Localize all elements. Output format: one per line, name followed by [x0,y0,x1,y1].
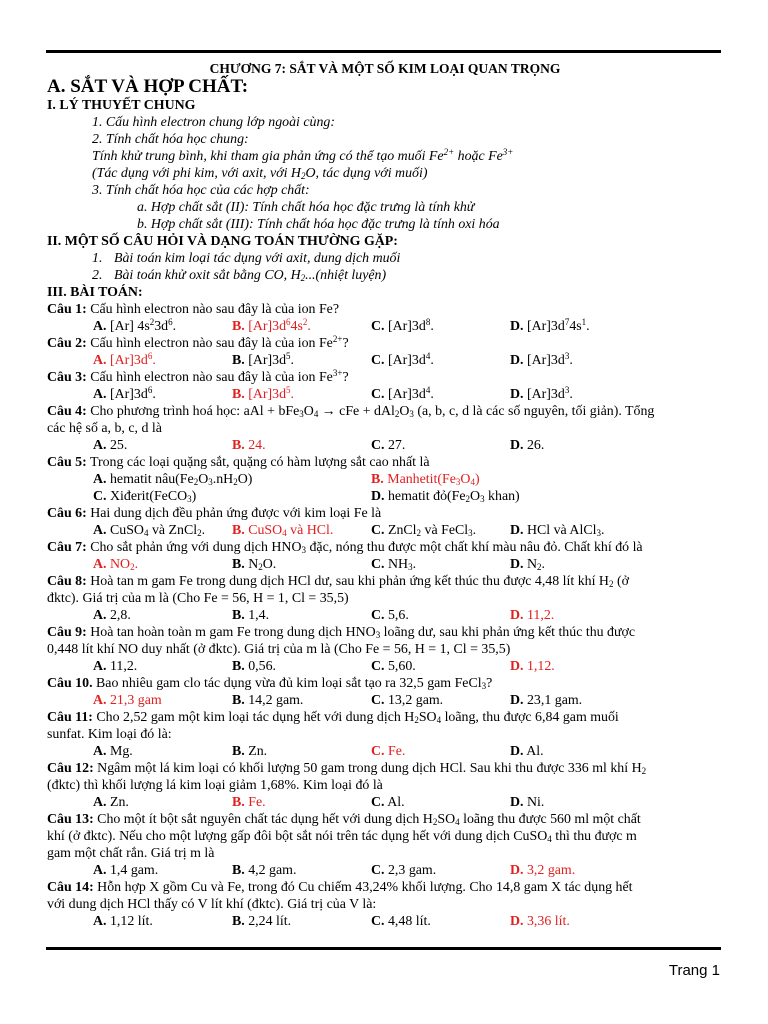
question-4: Câu 4: Cho phương trình hoá học: aAl + $bFe_3O_4$ → cFe + $dAl_2O_3$ (a, b, c, d là các số nguyên, tối giản). Tổng [47,404,655,419]
q5-option-b[interactable]: B. $Manhetit(Fe_3O_4)$ [371,472,480,487]
question-4-line-2: các hệ số a, b, c, d là [47,421,162,436]
question-12: Câu 12: Ngâm một lá kim loại có khối lượng 50 gam trong dung dịch HCl. Sau khi thu được 336 ml khí $H_2$ [47,761,647,776]
question-3-options [47,386,723,403]
question-6-options [47,522,723,539]
question-8-line-2: đktc). Giá trị của m là (Cho Fe = 56, H = 1, Cl = 35,5) [47,591,349,606]
q3-option-a[interactable]: A. $[Ar]3d^6$. [93,385,156,402]
q10-option-b[interactable]: B. 14,2 gam. [232,693,304,708]
q9-option-a[interactable]: A. 11,2. [93,659,138,674]
q1-option-b[interactable]: B. $[Ar]3d^64s^2$. [232,317,311,334]
section-a-heading: A. SẮT VÀ HỢP CHẤT: [47,76,249,97]
q10-option-a[interactable]: A. 21,3 gam [93,693,162,708]
question-5: Câu 5: Trong các loại quặng sắt, quặng có hàm lượng sắt cao nhất là [47,455,430,470]
theory-item-2-line-b: (Tác dụng với phi kim, với axit, với $H_2O$, tác dụng với muối) [92,166,428,181]
q5-option-a[interactable]: A. hematit $nâu(Fe_2O_3.nH_2O)$ [93,472,253,487]
q12-option-a[interactable]: A. Zn. [93,795,129,810]
q13-option-d[interactable]: D. 3,2 gam. [510,863,576,878]
q11-option-d[interactable]: D. Al. [510,744,544,759]
q9-option-b[interactable]: B. 0,56. [232,659,277,674]
question-7: Câu 7: Cho sắt phản ứng với dung dịch $HNO_3$ đặc, nóng thu được một chất khí màu nâu đỏ. Chất khí đó là [47,540,643,555]
question-8: Câu 8: Hoà tan m gam Fe trong dung dịch HCl dư, sau khi phản ứng kết thúc thu được 4,48 lít khí $H_2$ (ở [47,574,629,589]
q5-option-d[interactable]: D. hematit $đỏ(Fe_2O_3$ khan) [371,489,520,504]
question-13-line-2: khí (ở đktc). Nếu cho một lượng gấp đôi bột sắt nói trên tác dụng hết với dung dịch CuSO$_4$ thì thu được m [47,829,637,844]
question-14-options [47,913,723,930]
q12-option-d[interactable]: D. Ni. [510,795,545,810]
question-5-options-row-2 [47,488,723,505]
q3-option-b[interactable]: B. $[Ar]3d^5$. [232,385,295,402]
q2-option-a[interactable]: A. $[Ar]3d^6$. [93,351,156,368]
q4-option-a[interactable]: A. 25. [93,438,128,453]
theory-item-3: 3. Tính chất hóa học của các hợp chất: [92,183,310,198]
q14-option-b[interactable]: B. 2,24 lít. [232,914,292,929]
footer-rule [46,947,721,950]
question-14: Câu 14: Hỗn hợp X gồm Cu và Fe, trong đó Cu chiếm 43,24% khối lượng. Cho 14,8 gam X tác dụng hết [47,880,633,895]
q12-option-b[interactable]: B. Fe. [232,795,266,810]
question-13: Câu 13: Cho một ít bột sắt nguyên chất tác dụng hết với dung dịch $H_2SO_4$ loãng thu được 560 ml một chất [47,812,641,827]
q7-option-c[interactable]: C. $NH_3$. [371,557,417,572]
question-3: Câu 3: Cấu hình electron nào sau đây là của ion $Fe^{3+}$? [47,368,349,385]
q5-option-c[interactable]: C. Xiđerit(FeCO$_3$) [93,489,197,504]
q7-option-d[interactable]: D. $N_2$. [510,557,546,572]
theory-item-2-line-a: Tính khử trung bình, khi tham gia phản ứng có thể tạo muối $Fe^{2+}$ hoặc $Fe^{3+}$ [92,147,514,164]
question-4-options [47,437,723,454]
q7-option-a[interactable]: A. $NO_2$. [93,557,139,572]
question-10-options [47,692,723,709]
part3-heading: III. BÀI TOÁN: [47,285,143,300]
q3-option-d[interactable]: D. $[Ar]3d^3$. [510,385,573,402]
q9-option-c[interactable]: C. 5,60. [371,659,416,674]
q6-option-c[interactable]: C. ZnCl$_2$ và FeCl$_3$. [371,523,477,538]
q13-option-c[interactable]: C. 2,3 gam. [371,863,437,878]
problem-type-1: 1. Bài toán kim loại tác dụng với axit, dung dịch muối [92,251,401,266]
theory-item-1: 1. Cấu hình electron chung lớp ngoài cùng: [92,115,336,130]
question-1-options [47,318,723,335]
question-11-options [47,743,723,760]
question-1: Câu 1: Cấu hình electron nào sau đây là của ion Fe? [47,302,340,317]
question-12-options [47,794,723,811]
part1-heading: I. LÝ THUYẾT CHUNG [47,98,196,113]
header-rule [46,50,721,53]
q9-option-d[interactable]: D. 1,12. [510,659,555,674]
theory-item-3a: a. Hợp chất sắt (II): Tính chất hóa học đặc trưng là tính khử [137,200,475,215]
theory-item-3b: b. Hợp chất sắt (III): Tính chất hóa học đặc trưng là tính oxi hóa [137,217,500,232]
question-7-options [47,556,723,573]
question-2-options [47,352,723,369]
q13-option-b[interactable]: B. 4,2 gam. [232,863,297,878]
q8-option-a[interactable]: A. 2,8. [93,608,131,623]
document-body [47,58,723,930]
question-14-line-2: với dung dịch HCl thấy có V lít khí (đktc). Giá trị của V là: [47,897,377,912]
q7-option-b[interactable]: B. $N_2O$. [232,557,277,572]
q8-option-b[interactable]: B. 1,4. [232,608,270,623]
q11-option-c[interactable]: C. Fe. [371,744,406,759]
question-9-line-2: 0,448 lít khí NO duy nhất (ở đktc). Giá trị của m là (Cho Fe = 56, H = 1, Cl = 35,5) [47,642,511,657]
q8-option-c[interactable]: C. 5,6. [371,608,409,623]
q1-option-a[interactable]: A. [Ar] $4s^23d^6$. [93,317,177,334]
question-10: Câu 10. Bao nhiêu gam clo tác dụng vừa đủ kim loại sắt tạo ra 32,5 gam FeCl$_3$? [47,676,493,691]
question-12-line-2: (đktc) thì khối lượng lá kim loại giảm 1,68%. Kim loại đó là [47,778,383,793]
q2-option-c[interactable]: C. $[Ar]3d^4$. [371,351,434,368]
q1-option-c[interactable]: C. $[Ar]3d^8$. [371,317,434,334]
q2-option-d[interactable]: D. $[Ar]3d^3$. [510,351,573,368]
q11-option-a[interactable]: A. Mg. [93,744,133,759]
q2-option-b[interactable]: B. $[Ar]3d^5$. [232,351,295,368]
q14-option-a[interactable]: A. 1,12 lít. [93,914,153,929]
q11-option-b[interactable]: B. Zn. [232,744,268,759]
q6-option-b[interactable]: B. CuSO$_4$ và HCl. [232,523,334,538]
theory-item-2: 2. Tính chất hóa học chung: [92,132,249,147]
question-9: Câu 9: Hoà tan hoàn toàn m gam Fe trong dung dịch $HNO_3$ loãng dư, sau khi phản ứng kết thúc thu được [47,625,636,640]
q13-option-a[interactable]: A. 1,4 gam. [93,863,159,878]
q14-option-d[interactable]: D. 3,36 lít. [510,914,570,929]
q4-option-d[interactable]: D. 26. [510,438,545,453]
question-11: Câu 11: Cho 2,52 gam một kim loại tác dụng hết với dung dịch $H_2SO_4$ loãng, thu được 6,84 gam muối [47,710,619,725]
question-6: Câu 6: Hai dung dịch đều phản ứng được với kim loại Fe là [47,506,382,521]
q8-option-d[interactable]: D. 11,2. [510,608,555,623]
q4-option-c[interactable]: C. 27. [371,438,406,453]
part2-heading: II. MỘT SỐ CÂU HỎI VÀ DẠNG TOÁN THƯỜNG GẶP: [47,234,398,249]
problem-type-2: 2. Bài toán khử oxit sắt bằng CO, $H_2...(nhiệt$ luyện) [92,268,387,283]
question-8-options [47,607,723,624]
q1-option-d[interactable]: D. $[Ar]3d^74s^1$. [510,317,590,334]
q6-option-a[interactable]: A. CuSO$_4$ và ZnCl$_2$. [93,523,206,538]
q6-option-d[interactable]: D. HCl và AlCl$_3$. [510,523,605,538]
q14-option-c[interactable]: C. 4,48 lít. [371,914,431,929]
q10-option-c[interactable]: C. 13,2 gam. [371,693,444,708]
question-13-line-3: gam một chất rắn. Giá trị m là [47,846,215,861]
question-2: Câu 2: Cấu hình electron nào sau đây là của ion $Fe^{2+}$? [47,334,349,351]
page-number: Trang 1 [668,962,720,979]
question-13-options [47,862,723,879]
q4-option-b[interactable]: B. 24. [232,438,266,453]
question-9-options [47,658,723,675]
q3-option-c[interactable]: C. $[Ar]3d^4$. [371,385,434,402]
question-5-options-row-1 [47,471,723,488]
q12-option-c[interactable]: C. Al. [371,795,405,810]
chapter-title: CHƯƠNG 7: SẮT VÀ MỘT SỐ KIM LOẠI QUAN TRỌNG [209,61,561,76]
q10-option-d[interactable]: D. 23,1 gam. [510,693,583,708]
question-11-line-2: sunfat. Kim loại đó là: [47,727,172,742]
